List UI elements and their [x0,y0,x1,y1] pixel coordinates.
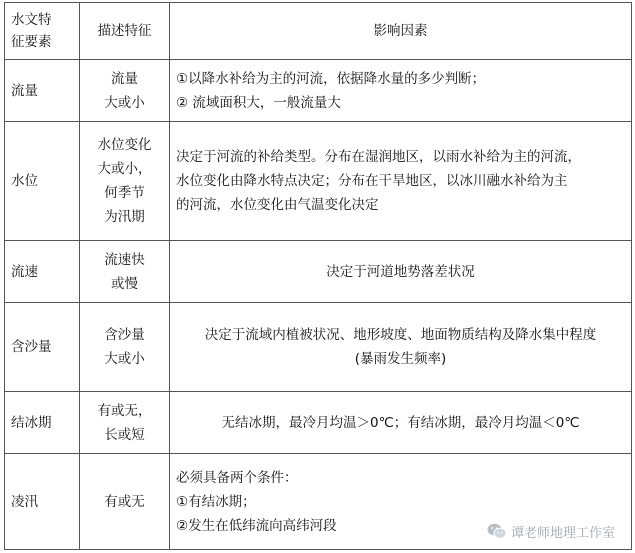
table-row [5,60,632,122]
factors-cell: 必须具备两个条件： ①有结冰期； ②发生在低纬流向高纬河段 [170,454,632,550]
watermark-text: 谭老师地理工作室 [510,526,615,541]
description-cell: 有或无， 长或短 [80,392,170,454]
table-row [5,303,632,392]
header-row [5,3,632,60]
table-row [5,122,632,241]
factors-cell: ①以降水补给为主的河流，依据降水量的多少判断； ② 流域面积大，一般流量大 [170,60,632,122]
description-cell: 流量 大或小 [80,60,170,122]
description-cell: 有或无 [80,454,170,550]
factors-cell: 决定于河道地势落差状况 [170,241,632,303]
description-cell: 含沙量 大或小 [80,303,170,392]
header-factors: 影响因素 [170,3,632,60]
watermark [485,522,617,541]
element-cell: 水位 [5,122,80,241]
element-cell: 含沙量 [5,303,80,392]
element-cell: 流量 [5,60,80,122]
header-element: 水文特 征要素 [5,3,80,60]
element-cell: 凌汛 [5,454,80,550]
hydrology-table [4,2,632,550]
table-row [5,241,632,303]
table-row [5,392,632,454]
wechat-logo-icon [487,523,507,540]
description-cell: 流速快 或慢 [80,241,170,303]
factors-cell: 决定于河流的补给类型。分布在湿润地区，以雨水补给为主的河流， 水位变化由降水特点决定；分布在干旱地区，以冰川融水补给为主 的河流，水位变化由气温变化决定 [170,122,632,241]
header-description: 描述特征 [80,3,170,60]
element-cell: 流速 [5,241,80,303]
factors-cell: 决定于流域内植被状况、地形坡度、地面物质结构及降水集中程度 (暴雨发生频率) [170,303,632,392]
description-cell: 水位变化 大或小， 何季节 为汛期 [80,122,170,241]
element-cell: 结冰期 [5,392,80,454]
factors-cell: 无结冰期，最冷月均温＞0℃；有结冰期，最冷月均温＜0℃ [170,392,632,454]
